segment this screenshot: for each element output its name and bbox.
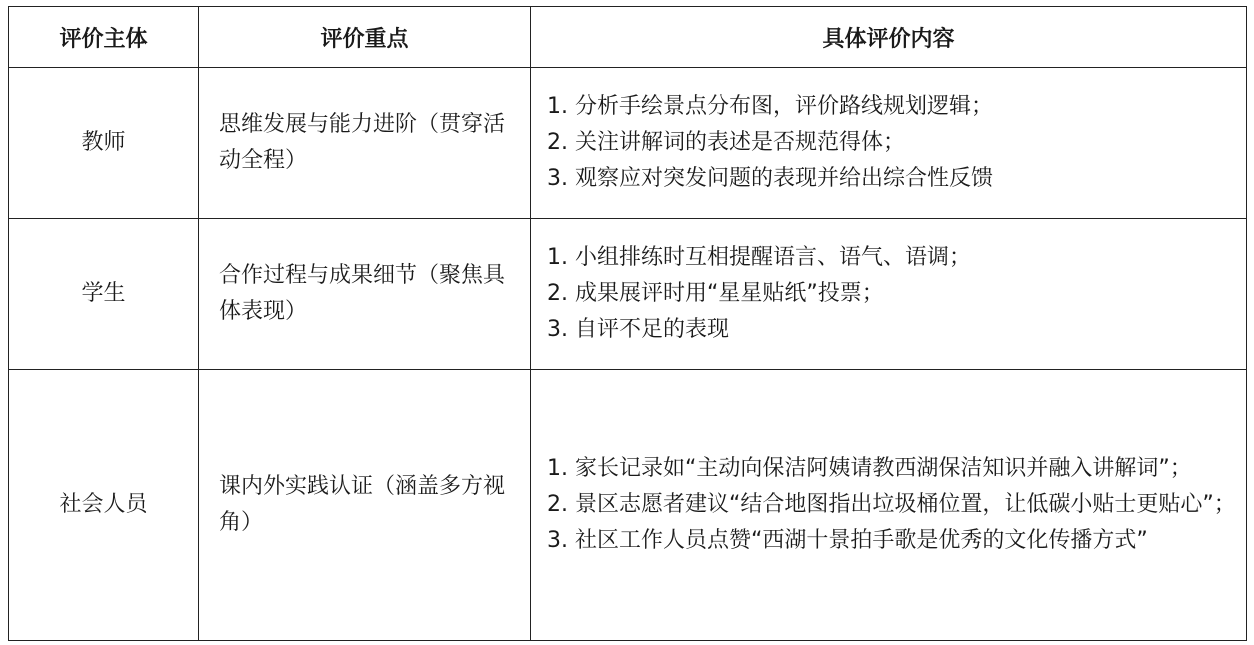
table-row [9,68,1247,219]
content-item: 1. 分析手绘景点分布图，评价路线规划逻辑； [547,94,993,119]
content-item: 3. 社区工作人员点赞“西湖十景拍手歌是优秀的文化传播方式” [547,528,1148,553]
table-header-row [9,7,1247,68]
content-item: 1. 家长记录如“主动向保洁阿姨请教西湖保洁知识并融入讲解词”； [547,456,1192,481]
subject-cell: 社会人员 [9,370,199,641]
subject-cell: 教师 [9,68,199,219]
content-item: 2. 景区志愿者建议“结合地图指出垃圾桶位置，让低碳小贴士更贴心”； [547,492,1236,517]
content-item: 2. 成果展评时用“星星贴纸”投票； [547,281,884,306]
content-cell [531,370,1247,641]
header-evaluation-focus: 评价重点 [199,7,531,68]
header-evaluation-subject: 评价主体 [9,7,199,68]
content-item: 3. 观察应对突发问题的表现并给出综合性反馈 [547,166,993,191]
table-row [9,219,1247,370]
header-evaluation-content: 具体评价内容 [531,7,1247,68]
content-cell [531,219,1247,370]
content-item: 2. 关注讲解词的表述是否规范得体； [547,130,905,155]
content-item: 3. 自评不足的表现 [547,317,729,342]
evaluation-table [8,6,1247,641]
focus-cell: 思维发展与能力进阶（贯穿活动全程） [199,68,531,219]
content-cell [531,68,1247,219]
content-item: 1. 小组排练时互相提醒语言、语气、语调； [547,245,971,270]
subject-cell: 学生 [9,219,199,370]
focus-cell: 课内外实践认证（涵盖多方视角） [199,370,531,641]
focus-cell: 合作过程与成果细节（聚焦具体表现） [199,219,531,370]
table-row [9,370,1247,641]
